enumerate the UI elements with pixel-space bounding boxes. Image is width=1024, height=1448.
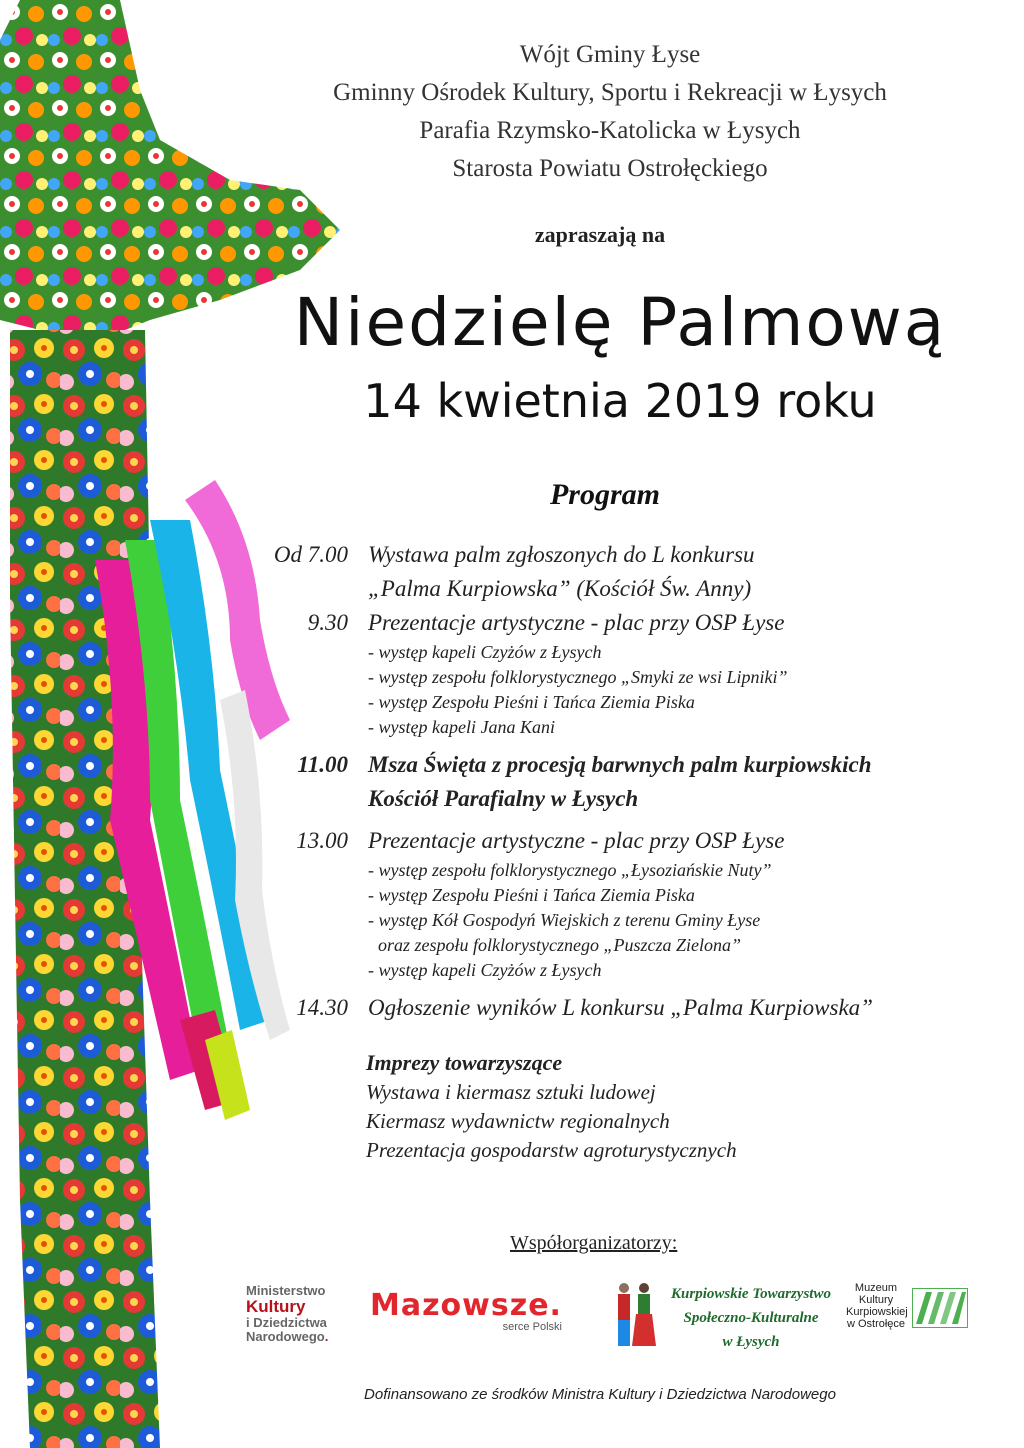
event-time: 11.00 — [297, 752, 348, 777]
coorganizers-label: Współorganizatorzy: — [510, 1232, 678, 1254]
organizer-line: Starosta Powiatu Ostrołęckiego — [452, 155, 768, 182]
event-time: 9.30 — [307, 610, 348, 635]
sponsor-logos — [246, 1280, 986, 1360]
event-line: Kościół Parafialny w Łysych — [368, 786, 639, 811]
event-sub-item: - występ zespołu folklorystycznego „Łysoziańskie Nuty” — [368, 860, 772, 880]
mkidn-line: Kultury — [246, 1297, 306, 1316]
event-line: Prezentacje artystyczne - plac przy OSP Łyse — [368, 610, 785, 635]
event-time: Od 7.00 — [273, 542, 348, 567]
event-sub-item: - występ Zespołu Pieśni i Tańca Ziemia Piska — [368, 692, 695, 712]
event-sub-item: - występ Zespołu Pieśni i Tańca Ziemia Piska — [368, 885, 695, 905]
ktsk-line: Kurpiowskie Towarzystwo — [671, 1286, 831, 1302]
side-event-item: Kiermasz wydawnictw regionalnych — [366, 1109, 670, 1133]
program-heading: Program — [549, 478, 660, 511]
event-sub-item: - występ kapeli Jana Kani — [368, 717, 555, 737]
ktsk-line: Społeczno-Kulturalne — [683, 1310, 819, 1326]
organizers-block — [250, 36, 970, 188]
program-event — [248, 824, 1008, 983]
museum-mark-icon — [912, 1288, 968, 1328]
event-title: Niedzielę Palmową — [293, 284, 947, 361]
invite-text: zapraszają na — [534, 222, 666, 247]
organizer-line: Gminny Ośrodek Kultury, Sportu i Rekreacji w Łysych — [333, 79, 887, 106]
side-events — [366, 1048, 737, 1165]
ktsk-logo — [612, 1280, 848, 1352]
event-sub-item: - występ kapeli Czyżów z Łysych — [368, 960, 602, 980]
mkidn-line: Narodowego — [246, 1329, 325, 1344]
ktsk-line: w Łysych — [722, 1334, 780, 1350]
event-sub-item: oraz zespołu folklorystycznego „Puszcza Zielona” — [378, 935, 741, 955]
program-event — [248, 748, 1008, 816]
event-sub-item: - występ kapeli Czyżów z Łysych — [368, 642, 602, 662]
program-schedule — [248, 538, 1008, 1025]
event-sub-item: - występ Kół Gospodyń Wiejskich z terenu Gminy Łyse — [368, 910, 761, 930]
organizer-line: Wójt Gminy Łyse — [519, 41, 701, 68]
funding-note: Dofinansowano ze środków Ministra Kultury i Dziedzictwa Narodowego — [364, 1386, 836, 1403]
mkidn-logo: Ministerstwo Kultury i Dziedzictwa Narodowego. — [246, 1283, 329, 1344]
program-event — [248, 606, 1008, 740]
mkidn-line: Ministerstwo — [246, 1283, 326, 1298]
event-line: Ogłoszenie wyników L konkursu „Palma Kurpiowska” — [368, 995, 873, 1020]
event-line: Msza Święta z procesją barwnych palm kurpiowskich — [368, 752, 872, 777]
museum-line: w Ostrołęce — [846, 1318, 906, 1330]
mazowsze-wordmark: Mazowsze. — [370, 1288, 562, 1323]
event-time: 14.30 — [296, 995, 348, 1020]
program-event — [248, 991, 1008, 1025]
folk-figures-icon — [612, 1280, 656, 1350]
museum-line: Kurpiowskiej — [846, 1306, 908, 1318]
event-sub-item: - występ zespołu folklorystycznego „Smyki ze wsi Lipniki” — [368, 667, 788, 687]
organizer-line: Parafia Rzymsko-Katolicka w Łysych — [419, 117, 801, 144]
mkidn-line: i Dziedzictwa — [246, 1315, 327, 1330]
mazowsze-logo — [370, 1288, 562, 1333]
event-time: 13.00 — [296, 828, 348, 853]
event-line: Wystawa palm zgłoszonych do L konkursu — [368, 542, 755, 567]
museum-logo-text — [846, 1282, 906, 1330]
event-date: 14 kwietnia 2019 roku — [363, 374, 877, 428]
side-event-item: Wystawa i kiermasz sztuki ludowej — [366, 1080, 656, 1104]
mazowsze-tagline: serce Polski — [502, 1321, 562, 1333]
program-event — [248, 538, 1008, 606]
event-line: „Palma Kurpiowska” (Kościół Św. Anny) — [368, 576, 752, 601]
side-event-item: Prezentacja gospodarstw agroturystycznych — [366, 1138, 737, 1162]
museum-line: Muzeum — [854, 1282, 898, 1294]
event-line: Prezentacje artystyczne - plac przy OSP Łyse — [368, 828, 785, 853]
side-events-heading: Imprezy towarzyszące — [366, 1050, 563, 1075]
museum-line: Kultury — [858, 1294, 894, 1306]
